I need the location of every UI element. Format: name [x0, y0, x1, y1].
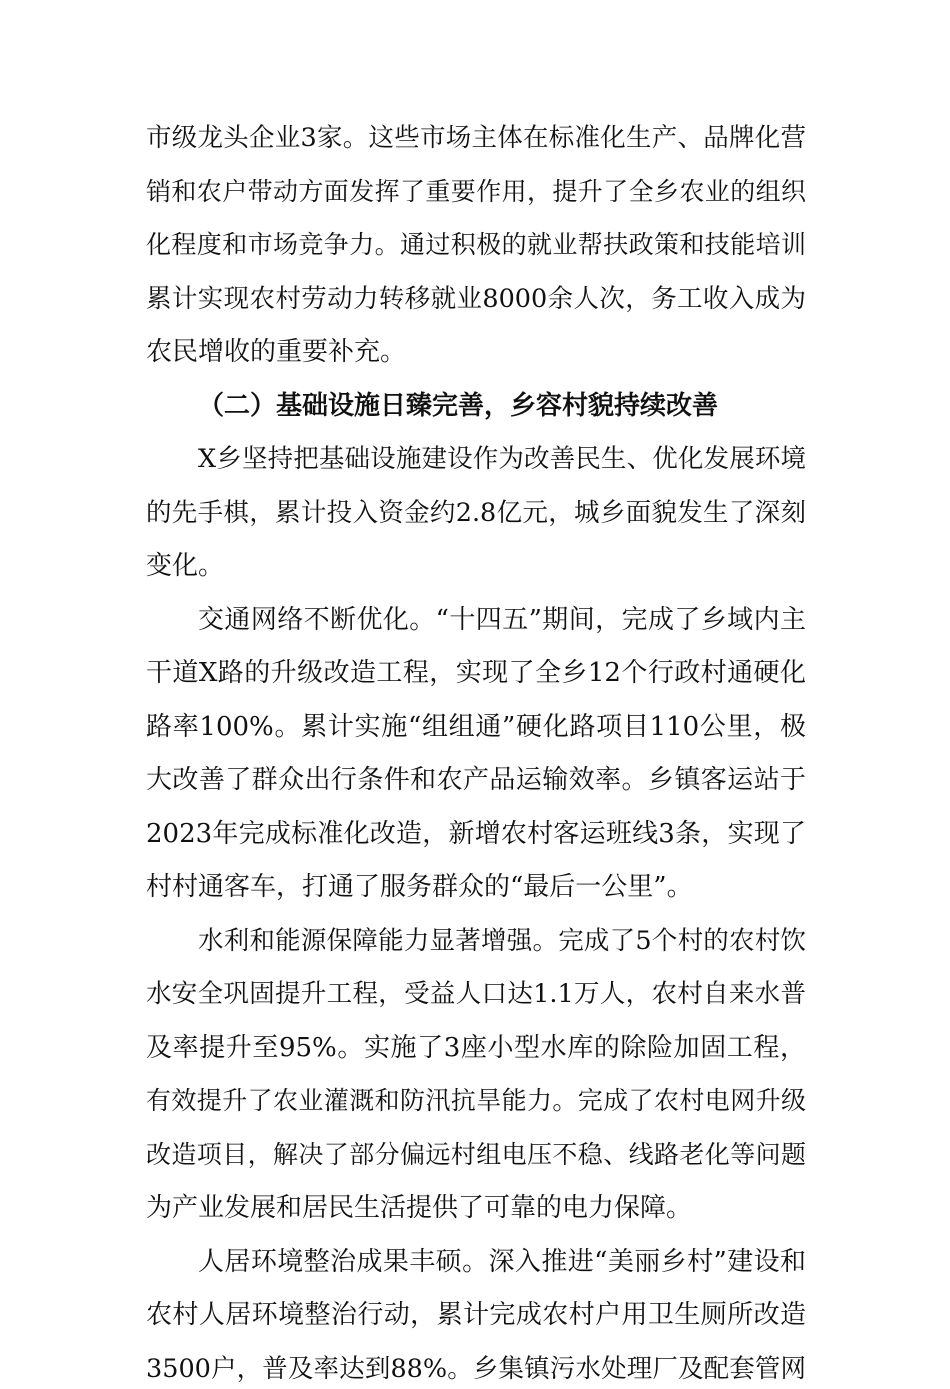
text-line: 2023年完成标准化改造，新增农村客运班线3条，实现了 [146, 819, 806, 849]
text-line: 农民增收的重要补充。 [146, 337, 407, 367]
text-line: 累计实现农村劳动力转移就业8000余人次，务工收入成为 [146, 284, 806, 314]
paragraph-first-line: 人居环境整治成果丰硕。深入推进“美丽乡村”建设和 [198, 1247, 806, 1277]
text-line: 干道X路的升级改造工程，实现了全乡12个行政村通硬化 [146, 658, 806, 688]
text-line: 市级龙头企业3家。这些市场主体在标准化生产、品牌化营 [146, 123, 806, 153]
text-line: 村村通客车，打通了服务群众的“最后一公里”。 [146, 872, 693, 902]
text-line: 改造项目，解决了部分偏远村组电压不稳、线路老化等问题 [146, 1140, 806, 1169]
text-line: 变化。 [146, 551, 225, 581]
text-line: 农村人居环境整治行动，累计完成农村户用卫生厕所改造 [146, 1300, 806, 1330]
paragraph-first-line: X乡坚持把基础设施建设作为改善民生、优化发展环境 [198, 444, 806, 474]
text-line: 为产业发展和居民生活提供了可靠的电力保障。 [146, 1193, 693, 1223]
text-line: 有效提升了农业灌溉和防汛抗旱能力。完成了农村电网升级 [146, 1086, 806, 1115]
text-line: 销和农户带动方面发挥了重要作用，提升了全乡农业的组织 [146, 177, 806, 206]
text-line: 3500户，普及率达到88%。乡集镇污水处理厂及配套管网 [146, 1354, 806, 1384]
text-line: 路率100%。累计实施“组组通”硬化路项目110公里，极 [146, 712, 806, 742]
section-heading: （二）基础设施日臻完善，乡容村貌持续改善 [198, 391, 719, 421]
paragraph-first-line: 水利和能源保障能力显著增强。完成了5个村的农村饮 [198, 926, 806, 956]
text-line: 的先手棋，累计投入资金约2.8亿元，城乡面貌发生了深刻 [146, 498, 806, 528]
text-line: 及率提升至95%。实施了3座小型水库的除险加固工程， [146, 1033, 806, 1063]
paragraph-first-line: 交通网络不断优化。“十四五”期间，完成了乡域内主 [198, 605, 806, 635]
text-line: 大改善了群众出行条件和农产品运输效率。乡镇客运站于 [146, 765, 806, 795]
text-line: 水安全巩固提升工程，受益人口达1.1万人，农村自来水普 [146, 979, 806, 1009]
text-line: 化程度和市场竞争力。通过积极的就业帮扶政策和技能培训 [146, 230, 806, 259]
